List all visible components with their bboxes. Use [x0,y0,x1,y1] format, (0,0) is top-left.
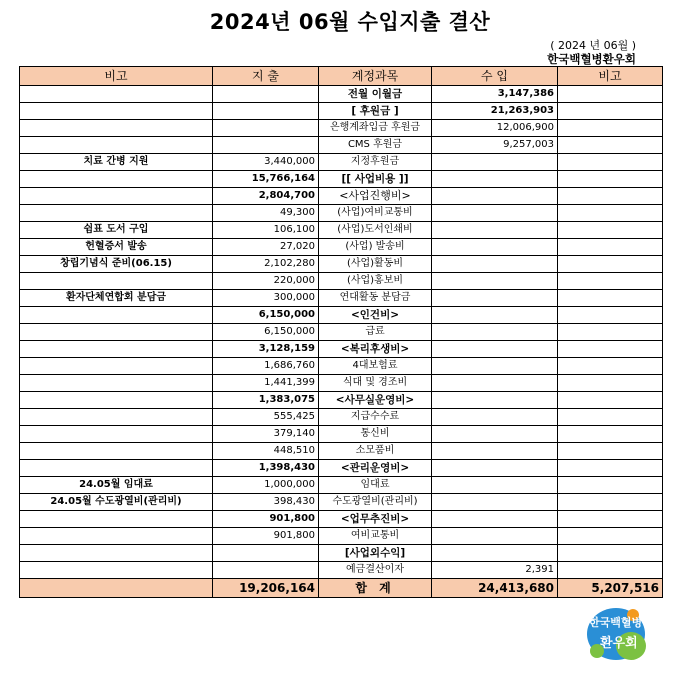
table-row [20,460,663,477]
income-cell: 9,257,003 [432,137,558,154]
totals-label: 합 계 [319,579,432,598]
account-cell: (사업) 발송비 [319,239,432,256]
expense-cell: 15,766,164 [213,171,319,188]
account-cell: <복리후생비> [319,341,432,358]
note2-cell [558,222,663,239]
note-cell [20,188,213,205]
account-cell: 임대료 [319,477,432,494]
table-row [20,239,663,256]
income-cell [432,511,558,528]
income-cell [432,239,558,256]
note2-cell [558,494,663,511]
expense-cell [213,120,319,137]
expense-cell: 1,383,075 [213,392,319,409]
account-cell: 은행계좌입금 후원금 [319,120,432,137]
table-row [20,528,663,545]
table-row [20,86,663,103]
table-row [20,375,663,392]
note-cell [20,528,213,545]
expense-cell [213,103,319,120]
account-cell: <인건비> [319,307,432,324]
expense-cell: 3,440,000 [213,154,319,171]
note-cell: 24.05월 수도광열비(관리비) [20,494,213,511]
income-cell: 12,006,900 [432,120,558,137]
note-cell [20,426,213,443]
note-cell [20,171,213,188]
income-cell [432,375,558,392]
expense-cell: 448,510 [213,443,319,460]
account-cell: 지급수수료 [319,409,432,426]
note-cell: 쉼표 도서 구입 [20,222,213,239]
table-row [20,358,663,375]
table-row [20,307,663,324]
income-cell [432,290,558,307]
note-cell [20,443,213,460]
table-row [20,137,663,154]
income-cell [432,477,558,494]
note-cell [20,120,213,137]
table-row [20,426,663,443]
income-cell [432,307,558,324]
page-title: 2024년 06월 수입지출 결산 [209,10,491,34]
account-cell: <관리운영비> [319,460,432,477]
note2-cell [558,171,663,188]
totals-income: 24,413,680 [432,579,558,598]
income-cell [432,460,558,477]
table-row [20,409,663,426]
account-cell: 여비교통비 [319,528,432,545]
note-cell: 헌혈증서 발송 [20,239,213,256]
column-header-account: 계정과목 [319,67,432,86]
table-row [20,222,663,239]
note2-cell [558,205,663,222]
account-cell: <사업진행비> [319,188,432,205]
note-cell [20,409,213,426]
table-row [20,545,663,562]
account-cell: 급료 [319,324,432,341]
expense-cell: 220,000 [213,273,319,290]
totals-note1 [20,579,213,598]
organization-name: 한국백혈병환우회 [547,52,636,66]
note-cell [20,460,213,477]
table-row [20,188,663,205]
expense-cell [213,545,319,562]
note-cell [20,86,213,103]
account-cell: 예금결산이자 [319,562,432,579]
note2-cell [558,324,663,341]
note-cell [20,545,213,562]
note-cell [20,392,213,409]
note2-cell [558,562,663,579]
income-cell [432,205,558,222]
table-row [20,256,663,273]
expense-cell [213,137,319,154]
table-row [20,120,663,137]
note2-cell [558,154,663,171]
income-cell [432,528,558,545]
note2-cell [558,477,663,494]
expense-cell: 300,000 [213,290,319,307]
expense-cell [213,86,319,103]
income-cell: 3,147,386 [432,86,558,103]
note2-cell [558,528,663,545]
note-cell: 환자단체연합회 분담금 [20,290,213,307]
account-cell: (사업)홍보비 [319,273,432,290]
note2-cell [558,426,663,443]
note2-cell [558,290,663,307]
account-cell: (사업)활동비 [319,256,432,273]
account-cell: 전월 이월금 [319,86,432,103]
note-cell [20,324,213,341]
income-cell: 2,391 [432,562,558,579]
expense-cell [213,562,319,579]
expense-cell: 398,430 [213,494,319,511]
table-row [20,477,663,494]
note-cell [20,273,213,290]
note2-cell [558,307,663,324]
expense-cell: 1,398,430 [213,460,319,477]
note-cell [20,358,213,375]
expense-cell: 6,150,000 [213,307,319,324]
table-row [20,273,663,290]
note-cell: 치료 간병 지원 [20,154,213,171]
logo-text-line1: 한국백혈병 [589,616,643,629]
note-cell [20,205,213,222]
expense-cell: 2,804,700 [213,188,319,205]
income-cell [432,222,558,239]
table-row [20,324,663,341]
income-cell [432,545,558,562]
account-cell: CMS 후원금 [319,137,432,154]
note2-cell [558,188,663,205]
note-cell: 24.05월 임대료 [20,477,213,494]
note2-cell [558,375,663,392]
table-row [20,205,663,222]
totals-balance: 5,207,516 [558,579,663,598]
note-cell [20,375,213,392]
note-cell [20,103,213,120]
income-cell [432,324,558,341]
table-row [20,494,663,511]
note2-cell [558,239,663,256]
income-cell [432,188,558,205]
note2-cell [558,341,663,358]
account-cell: (사업)여비교통비 [319,205,432,222]
account-cell: 소모품비 [319,443,432,460]
column-header-income: 수 입 [432,67,558,86]
note2-cell [558,273,663,290]
account-cell: (사업)도서인쇄비 [319,222,432,239]
income-cell [432,494,558,511]
logo-text-line2: 환우회 [600,636,638,651]
income-cell [432,171,558,188]
table-row [20,171,663,188]
column-header-note2: 비고 [558,67,663,86]
expense-cell: 1,686,760 [213,358,319,375]
report-period: ( 2024 년 06월 ) [550,39,636,52]
table-row [20,392,663,409]
income-cell [432,273,558,290]
note2-cell [558,137,663,154]
income-cell [432,341,558,358]
expense-cell: 1,441,399 [213,375,319,392]
note2-cell [558,103,663,120]
income-cell [432,392,558,409]
note2-cell [558,358,663,375]
expense-cell: 3,128,159 [213,341,319,358]
note2-cell [558,256,663,273]
note2-cell [558,120,663,137]
account-cell: 식대 및 경조비 [319,375,432,392]
table-row [20,511,663,528]
expense-cell: 6,150,000 [213,324,319,341]
column-header-expense: 지 출 [213,67,319,86]
table-row [20,562,663,579]
income-cell [432,426,558,443]
table-row [20,443,663,460]
account-cell: [사업외수익] [319,545,432,562]
note2-cell [558,460,663,477]
note-cell: 창립기념식 준비(06.15) [20,256,213,273]
income-cell [432,443,558,460]
account-cell: 수도광열비(관리비) [319,494,432,511]
table-row [20,103,663,120]
totals-row [20,579,663,598]
income-cell [432,409,558,426]
income-cell [432,256,558,273]
account-cell: 연대활동 분담금 [319,290,432,307]
expense-cell: 901,800 [213,511,319,528]
ledger-body [20,86,663,579]
column-header-note1: 비고 [20,67,213,86]
account-cell: 지정후원금 [319,154,432,171]
ledger-table [19,66,663,598]
expense-cell: 27,020 [213,239,319,256]
expense-cell: 49,300 [213,205,319,222]
account-cell: [[ 사업비용 ]] [319,171,432,188]
account-cell: [ 후원금 ] [319,103,432,120]
note2-cell [558,511,663,528]
account-cell: <사무실운영비> [319,392,432,409]
table-row [20,290,663,307]
note2-cell [558,545,663,562]
table-row [20,341,663,358]
expense-cell: 379,140 [213,426,319,443]
expense-cell: 106,100 [213,222,319,239]
income-cell [432,358,558,375]
table-header-row [20,67,663,86]
totals-expense: 19,206,164 [213,579,319,598]
expense-cell: 1,000,000 [213,477,319,494]
expense-cell: 555,425 [213,409,319,426]
note2-cell [558,443,663,460]
expense-cell: 901,800 [213,528,319,545]
note-cell [20,137,213,154]
account-cell: <업무추진비> [319,511,432,528]
note2-cell [558,409,663,426]
note-cell [20,511,213,528]
expense-cell: 2,102,280 [213,256,319,273]
note-cell [20,562,213,579]
note2-cell [558,86,663,103]
income-cell [432,154,558,171]
account-cell: 4대보험료 [319,358,432,375]
note-cell [20,341,213,358]
table-row [20,154,663,171]
account-cell: 통신비 [319,426,432,443]
organization-logo [584,604,648,664]
note2-cell [558,392,663,409]
note-cell [20,307,213,324]
income-cell: 21,263,903 [432,103,558,120]
